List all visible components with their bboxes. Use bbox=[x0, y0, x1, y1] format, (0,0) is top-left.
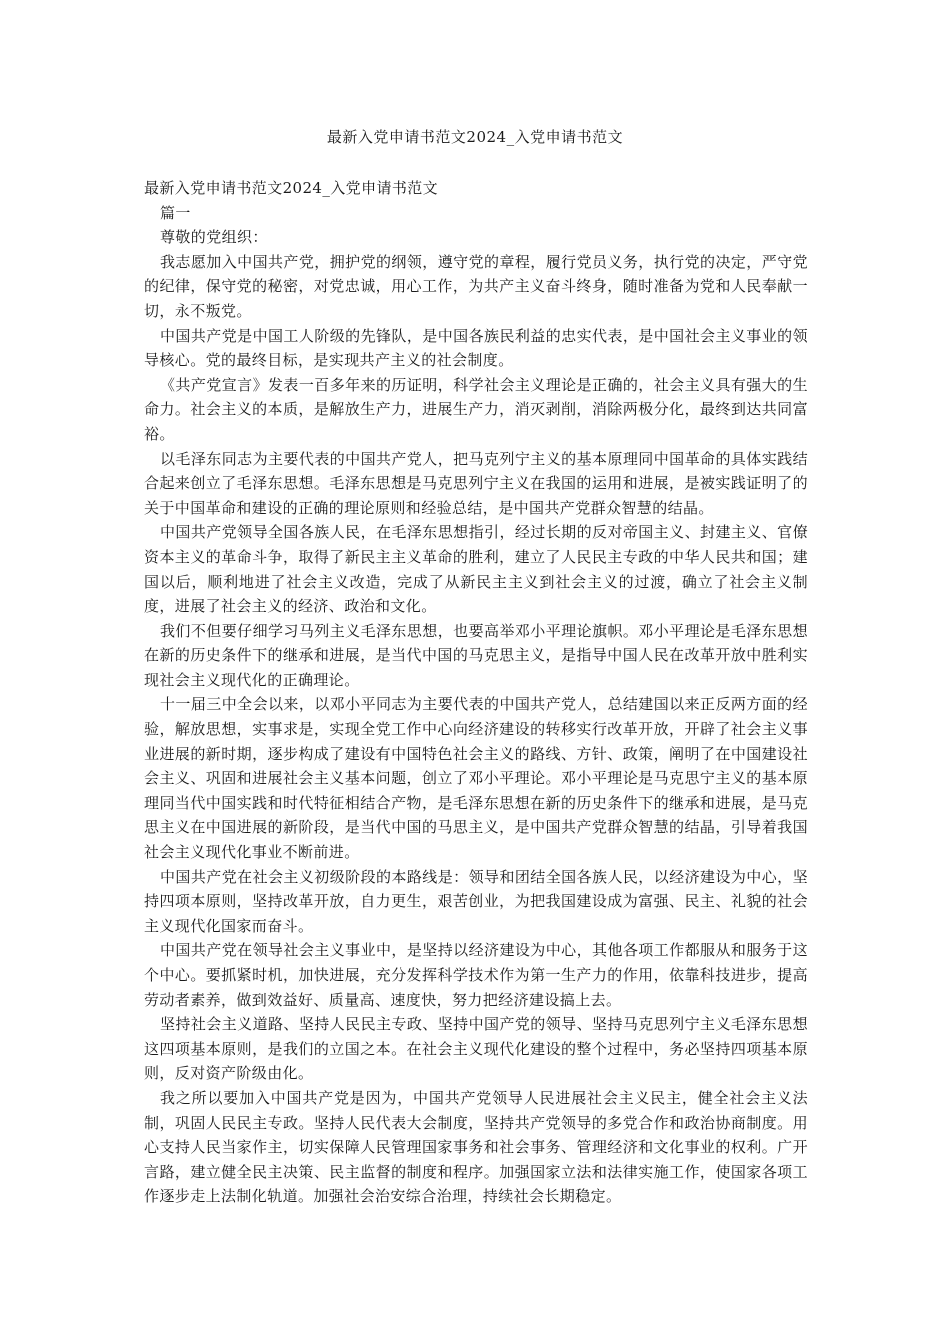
document-title: 最新入党申请书范文2024_入党申请书范文 bbox=[326, 128, 624, 146]
section-heading: 篇一 bbox=[160, 203, 191, 222]
body-paragraph: 中国共产党在社会主义初级阶段的本路线是：领导和团结全国各族人民，以经济建设为中心，坚持四项本原则，坚持改革开放，自力更生，艰苦创业，为把我国建设成为富强、民主、礼貌的社会主义现代化国家而奋斗。 bbox=[144, 867, 808, 935]
document-subtitle: 最新入党申请书范文2024_入党申请书范文 bbox=[144, 179, 439, 197]
body-paragraph: 十一届三中全会以来，以邓小平同志为主要代表的中国共产党人，总结建国以来正反两方面的经验，解放思想，实事求是，实现全党工作中心向经济建设的转移实行改革开放，开辟了社会主义事业进展的新时期，逐步构成了建设有中国特色社会主义的路线、方针、政策，阐明了在中国建设社会主义、巩固和进展社会主义基本问题，创立了邓小平理论。邓小平理论是马克思宁主义的基本原理同当代中国实践和时代特征相结合产物，是毛泽东思想在新的历史条件下的继承和进展，是马克思主义在中国进展的新阶段，是当代中国的马思主义，是中国共产党群众智慧的结晶，引导着我国社会主义现代化事业不断前进。 bbox=[144, 695, 808, 862]
body-paragraph: 《共产党宣言》发表一百多年来的历证明，科学社会主义理论是正确的，社会主义具有强大的生命力。社会主义的本质，是解放生产力，进展生产力，消灭剥削，消除两极分化，最终到达共同富裕。 bbox=[144, 375, 808, 443]
salutation: 尊敬的党组织： bbox=[160, 228, 268, 247]
document-body bbox=[144, 176, 808, 1209]
body-paragraph: 中国共产党领导全国各族人民，在毛泽东思想指引，经过长期的反对帝国主义、封建主义、官僚资本主义的革命斗争，取得了新民主主义革命的胜利，建立了人民民主专政的中华人民共和国；建国以后，顺利地进了社会主义改造，完成了从新民主主义到社会主义的过渡，确立了社会主义制度，进展了社会主义的经济、政治和文化。 bbox=[144, 523, 808, 616]
body-paragraph: 中国共产党是中国工人阶级的先锋队，是中国各族民利益的忠实代表，是中国社会主义事业的领导核心。党的最终目标，是实现共产主义的社会制度。 bbox=[144, 326, 808, 370]
body-paragraph: 我志愿加入中国共产党，拥护党的纲领，遵守党的章程，履行党员义务，执行党的决定，严守党的纪律，保守党的秘密，对党忠诚，用心工作，为共产主义奋斗终身，随时准备为党和人民奉献一切，永不叛党。 bbox=[144, 252, 808, 320]
body-paragraph: 我们不但要仔细学习马列主义毛泽东思想，也要高举邓小平理论旗帜。邓小平理论是毛泽东思想在新的历史条件下的继承和进展，是当代中国的马克思主义，是指导中国人民在改革开放中胜利实现社会主义现代化的正确理论。 bbox=[144, 621, 808, 689]
body-paragraph: 我之所以要加入中国共产党是因为，中国共产党领导人民进展社会主义民主，健全社会主义法制，巩固人民民主专政。坚持人民代表大会制度，坚持共产党领导的多党合作和政治协商制度。用心支持人民当家作主，切实保障人民管理国家事务和社会事务、管理经济和文化事业的权利。广开言路，建立健全民主决策、民主监督的制度和程序。加强国家立法和法律实施工作，使国家各项工作逐步走上法制化轨道。加强社会治安综合治理，持续社会长期稳定。 bbox=[144, 1088, 808, 1206]
body-paragraph: 坚持社会主义道路、坚持人民民主专政、坚持中国产党的领导、坚持马克思列宁主义毛泽东思想这四项基本原则，是我们的立国之本。在社会主义现代化建设的整个过程中，务必坚持四项基本原则，反对资产阶级由化。 bbox=[144, 1015, 808, 1083]
body-paragraph: 以毛泽东同志为主要代表的中国共产党人，把马克列宁主义的基本原理同中国革命的具体实践结合起来创立了毛泽东思想。毛泽东思想是马克思列宁主义在我国的运用和进展，是被实践证明了的关于中国革命和建设的正确的理论原则和经验总结，是中国共产党群众智慧的结晶。 bbox=[144, 449, 808, 517]
body-paragraph: 中国共产党在领导社会主义事业中，是坚持以经济建设为中心，其他各项工作都服从和服务于这个中心。要抓紧时机，加快进展，充分发挥科学技术作为第一生产力的作用，依靠科技进步，提高劳动者素养，做到效益好、质量高、速度快，努力把经济建设搞上去。 bbox=[144, 941, 808, 1009]
